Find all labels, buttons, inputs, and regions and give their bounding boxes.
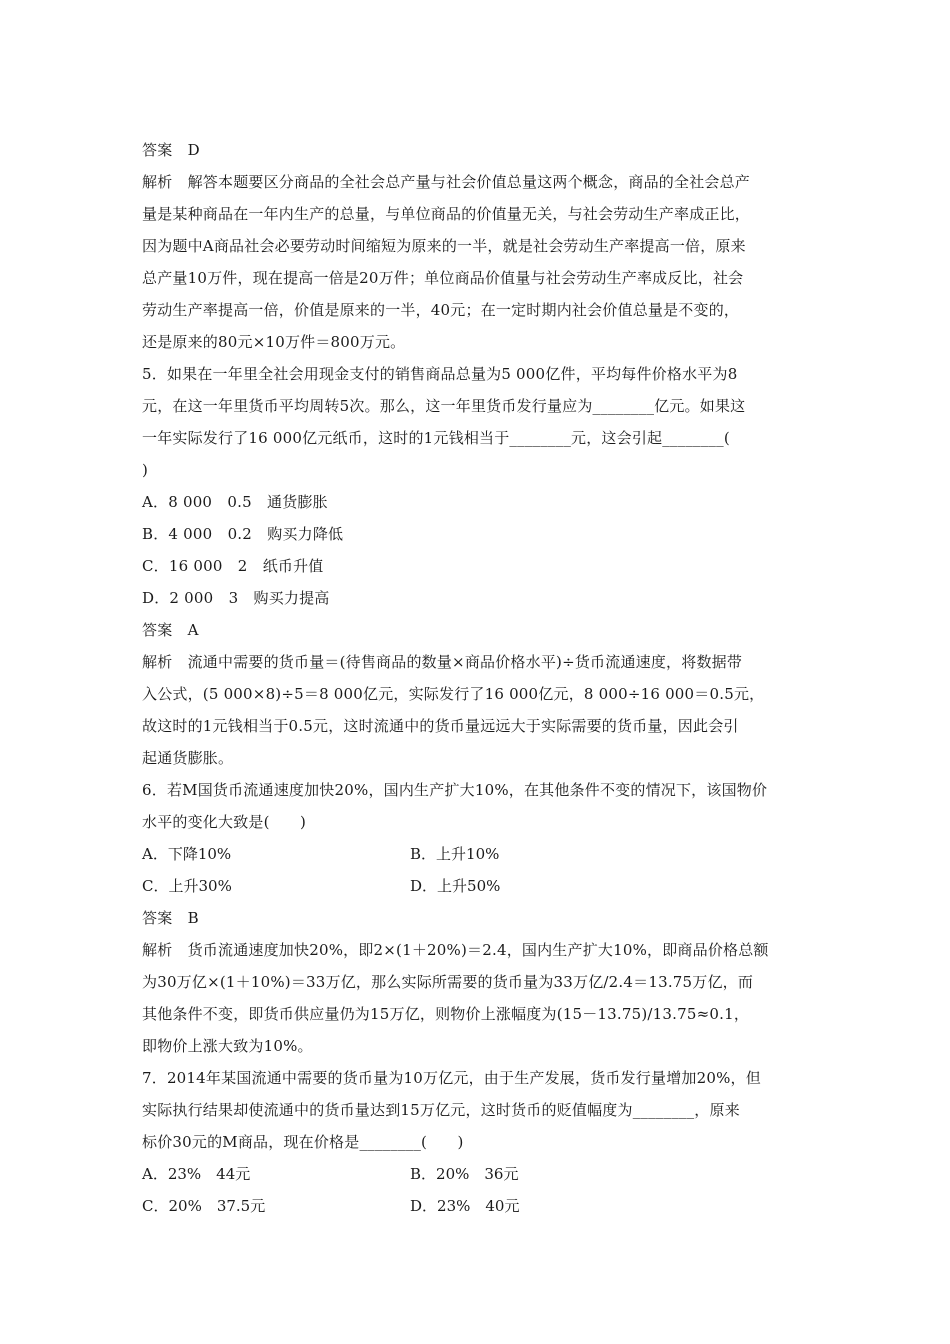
q5-answer: 答案 A [142, 621, 199, 639]
q5-analysis-line: 故这时的1元钱相当于0.5元，这时流通中的货币量远远大于实际需要的货币量，因此会引 [142, 717, 739, 735]
q6-options [142, 838, 812, 902]
q5-stem-line: 一年实际发行了16 000亿元纸币，这时的1元钱相当于________元，这会引起________( [142, 429, 730, 447]
q5-option-c: C．16 000 2 纸币升值 [142, 557, 324, 575]
q5-stem [142, 358, 812, 486]
q6-analysis [142, 934, 812, 1062]
q7-options-row [142, 1158, 812, 1190]
q4-analysis-line: 总产量10万件，现在提高一倍是20万件；单位商品价值量与社会劳动生产率成反比，社会 [142, 269, 744, 287]
q5-option-b: B．4 000 0.2 购买力降低 [142, 525, 344, 543]
q7-option-d: D．23% 40元 [410, 1197, 520, 1215]
q6-options-row [142, 870, 812, 902]
q5-stem-line: 元，在这一年里货币平均周转5次。那么，这一年里货币发行量应为________亿元。如果这 [142, 397, 746, 415]
q6-option-b: B．上升10% [410, 845, 500, 863]
q7-options [142, 1158, 812, 1222]
q7-stem-line: 标价30元的M商品，现在价格是________( ) [142, 1133, 464, 1151]
q4-analysis-line: 解析 解答本题要区分商品的全社会总产量与社会价值总量这两个概念，商品的全社会总产 [142, 173, 751, 191]
q4-analysis [142, 166, 812, 358]
q4-analysis-line: 量是某种商品在一年内生产的总量，与单位商品的价值量无关，与社会劳动生产率成正比， [142, 205, 751, 223]
q5-analysis-line: 解析 流通中需要的货币量＝(待售商品的数量×商品价格水平)÷货币流通速度，将数据带 [142, 653, 743, 671]
q6-option-c: C．上升30% [142, 877, 232, 895]
q4-answer: 答案 D [142, 141, 200, 159]
q7-options-row [142, 1190, 812, 1222]
q5-options [142, 486, 812, 614]
q7-option-c: C．20% 37.5元 [142, 1197, 266, 1215]
q6-answer: 答案 B [142, 909, 199, 927]
q7-option-a: A．23% 44元 [142, 1165, 251, 1183]
q4-analysis-line: 劳动生产率提高一倍，价值是原来的一半，40元；在一定时期内社会价值总量是不变的， [142, 301, 740, 319]
q6-analysis-line: 为30万亿×(1＋10%)＝33万亿，那么实际所需要的货币量为33万亿/2.4＝13.75万亿，而 [142, 973, 754, 991]
q6-stem-line: 6．若M国货币流通速度加快20%，国内生产扩大10%，在其他条件不变的情况下，该国物价 [142, 781, 768, 799]
q6-option-d: D．上升50% [410, 877, 501, 895]
q6-stem [142, 774, 812, 838]
q6-option-a: A．下降10% [142, 845, 232, 863]
q7-stem-line: 7．2014年某国流通中需要的货币量为10万亿元，由于生产发展，货币发行量增加20%，但 [142, 1069, 761, 1087]
q5-analysis [142, 646, 812, 774]
q6-options-row [142, 838, 812, 870]
q5-analysis-line: 入公式，(5 000×8)÷5＝8 000亿元，实际发行了16 000亿元，8 000÷16 000＝0.5元， [142, 685, 765, 703]
q6-analysis-line: 即物价上涨大致为10%。 [142, 1037, 313, 1055]
q5-analysis-line: 起通货膨胀。 [142, 749, 234, 767]
q7-stem-line: 实际执行结果却使流通中的货币量达到15万亿元，这时货币的贬值幅度为________，原来 [142, 1101, 740, 1119]
q5-option-d: D．2 000 3 购买力提高 [142, 589, 330, 607]
q6-analysis-line: 其他条件不变，即货币供应量仍为15万亿，则物价上涨幅度为(15－13.75)/13.75≈0.1， [142, 1005, 750, 1023]
q5-option-a: A．8 000 0.5 通货膨胀 [142, 493, 328, 511]
q7-option-b: B．20% 36元 [410, 1165, 519, 1183]
q5-stem-line: ) [142, 461, 149, 479]
q6-analysis-line: 解析 货币流通速度加快20%，即2×(1＋20%)＝2.4，国内生产扩大10%，即商品价格总额 [142, 941, 769, 959]
q6-stem-line: 水平的变化大致是( ) [142, 813, 307, 831]
q5-stem-line: 5．如果在一年里全社会用现金支付的销售商品总量为5 000亿件，平均每件价格水平为8 [142, 365, 738, 383]
q4-analysis-line: 还是原来的80元×10万件＝800万元。 [142, 333, 406, 351]
document-page [142, 134, 812, 1222]
q4-analysis-line: 因为题中A商品社会必要劳动时间缩短为原来的一半，就是社会劳动生产率提高一倍，原来 [142, 237, 746, 255]
q7-stem [142, 1062, 812, 1158]
